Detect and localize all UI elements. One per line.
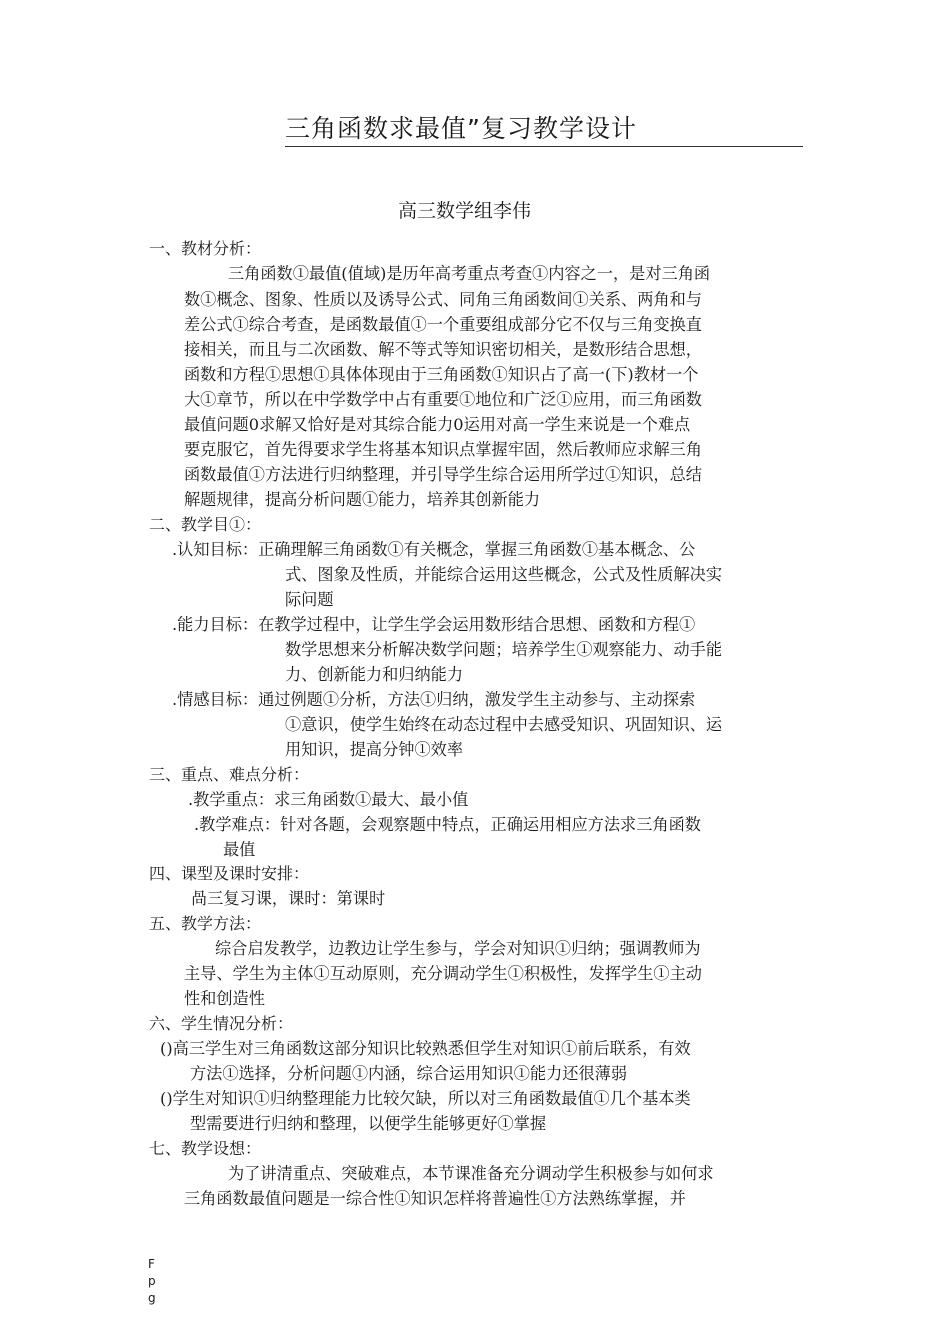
paragraph-line: 函数最值①方法进行归纳整理，并引导学生综合运用所学过①知识，总结 [184, 465, 702, 484]
section-heading-5: 五、教学方法： [149, 914, 262, 933]
objective-line: 力、创新能力和归纳能力 [285, 665, 464, 684]
objective-line: .情感目标：通过例题①分析，方法①归纳，激发学生主动参与、主动探索 [172, 690, 696, 709]
objective-line: ①意识，使学生始终在动态过程中去感受知识、巩固知识、运 [285, 715, 723, 734]
paragraph-line: 差公式①综合考查，是函数最值①一个重要组成部分它不仅与三角变换直 [184, 315, 702, 334]
objective-line: 数学思想来分析解决数学问题；培养学生①观察能力、动手能 [285, 640, 723, 659]
objective-line: 际问题 [285, 590, 334, 609]
paragraph-line: 方法①选择，分析问题①内涵，综合运用知识①能力还很薄弱 [190, 1064, 628, 1083]
author-line: 高三数学组李伟 [398, 200, 532, 222]
paragraph-line: 解题规律，提高分析问题①能力，培养其创新能力 [184, 490, 541, 509]
paragraph-line: 接相关，而且与二次函数、解不等式等知识密切相关，是数形结合思想， [184, 340, 702, 359]
paragraph-line: 最值问题0求解又恰好是对其综合能力0运用对高一学生来说是一个难点 [184, 415, 691, 434]
paragraph-line: 三角函数①最值(值域)是历年高考重点考查①内容之一，是对三角函 [228, 264, 711, 283]
footer-mark: Fpg [148, 1257, 156, 1305]
section-heading-7: 七、教学设想： [149, 1139, 262, 1158]
paragraph-line: 性和创造性 [184, 989, 265, 1008]
paragraph-line: ()高三学生对三角函数这部分知识比较熟悉但学生对知识①前后联系，有效 [160, 1039, 691, 1058]
paragraph-line: 型需要进行归纳和整理，以便学生能够更好①掌握 [190, 1114, 547, 1133]
paragraph-line: 大①章节，所以在中学数学中占有重要①地位和广泛①应用，而三角函数 [184, 390, 702, 409]
section-heading-1: 一、教材分析： [149, 239, 262, 258]
paragraph-line: 主导、学生为主体①互动原则，充分调动学生①积极性，发挥学生①主动 [184, 964, 702, 983]
paragraph-line: ()学生对知识①归纳整理能力比较欠缺，所以对三角函数最值①几个基本类 [160, 1089, 691, 1108]
objective-line: .能力目标：在教学过程中，让学生学会运用数形结合思想、函数和方程① [172, 615, 696, 634]
paragraph-line: 要克服它，首先得要求学生将基本知识点掌握牢固，然后教师应求解三角 [184, 440, 702, 459]
paragraph-line: 为了讲清重点、突破难点，本节课准备充分调动学生积极参与如何求 [228, 1164, 714, 1183]
key-point-line: 最值 [223, 840, 256, 859]
objective-line: 用知识，提高分钟①效率 [285, 740, 464, 759]
section-heading-2: 二、教学目①： [149, 515, 262, 534]
section-heading-4: 四、课型及课时安排： [149, 864, 310, 883]
section-heading-6: 六、学生情况分析： [149, 1014, 294, 1033]
document-title: 三角函数求最值”复习教学设计 [285, 112, 803, 147]
paragraph-line: 咼三复习课，课时：第课时 [191, 889, 386, 908]
section-heading-3: 三、重点、难点分析： [149, 765, 310, 784]
objective-line: 式、图象及性质，并能综合运用这些概念，公式及性质解决实 [285, 565, 723, 584]
paragraph-line: 综合启发教学，边教边让学生参与，学会对知识①归纳；强调教师为 [215, 939, 701, 958]
objective-line: .认知目标：正确理解三角函数①有关概念，掌握三角函数①基本概念、公 [172, 540, 696, 559]
paragraph-line: 三角函数最值问题是一综合性①知识怎样将普遍性①方法熟练掌握，并 [184, 1189, 686, 1208]
key-point-line: .教学难点：针对各题，会观察题中特点，正确运用相应方法求三角函数 [194, 815, 701, 834]
paragraph-line: 函数和方程①思想①具体体现由于三角函数①知识占了高一(下)教材一个 [184, 365, 699, 384]
key-point-line: .教学重点：求三角函数①最大、最小值 [188, 790, 469, 809]
paragraph-line: 数①概念、图象、性质以及诱导公式、同角三角函数间①关系、两角和与 [184, 290, 702, 309]
